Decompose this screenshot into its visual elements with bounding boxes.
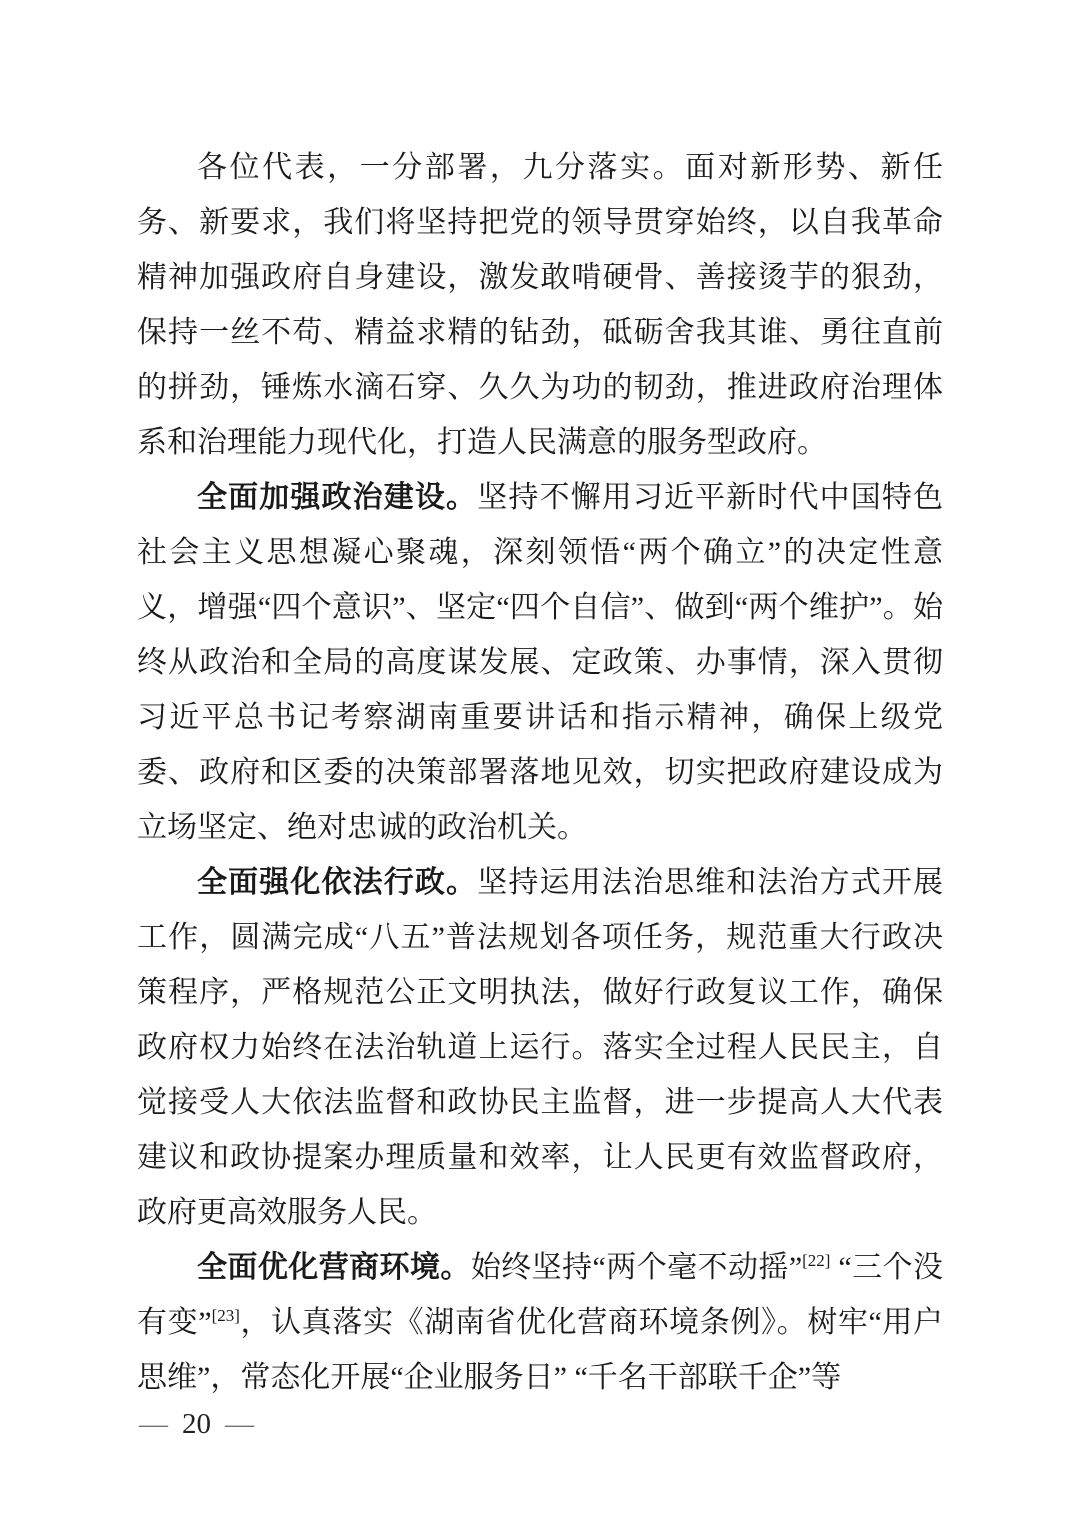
paragraph-text: 始终坚持“两个毫不动摇” <box>470 1251 803 1284</box>
paragraph-lead: 全面强化依法行政。 <box>197 866 478 899</box>
paragraph-lead: 全面优化营商环境。 <box>197 1251 471 1284</box>
footer-dash-left: — <box>139 1408 168 1440</box>
page-content <box>137 140 943 1405</box>
paragraph-political-building <box>137 470 943 855</box>
footer-dash-right: — <box>225 1408 254 1440</box>
paragraph-text: 坚持不懈用习近平新时代中国特色社会主义思想凝心聚魂，深刻领悟“两个确立”的决定性意义，增强“四个意识”、坚定“四个自信”、做到“两个维护”。始终从政治和全局的高度谋发展、定政策、办事情，深入贯彻习近平总书记考察湖南重要讲话和指示精神，确保上级党委、政府和区委的决策部署落地见效，切实把政府建设成为立场坚定、绝对忠诚的政治机关。 <box>137 481 944 844</box>
footnote-ref-22: [22] <box>802 1251 831 1270</box>
paragraph-business-environment <box>137 1240 943 1405</box>
paragraph-text: ，认真落实《湖南省优化营商环境条例》。树牢“用户思维”，常态化开展“企业服务日” “千名干部联千企”等 <box>137 1306 943 1394</box>
paragraph-text: 坚持运用法治思维和法治方式开展工作，圆满完成“八五”普法规划各项任务，规范重大行政决策程序，严格规范公正文明执法，做好行政复议工作，确保政府权力始终在法治轨道上运行。落实全过程人民民主，自觉接受人大依法监督和政协民主监督，进一步提高人大代表建议和政协提案办理质量和效率，让人民更有效监督政府，政府更高效服务人民。 <box>137 866 944 1229</box>
page-number: 20 <box>182 1408 211 1440</box>
paragraph-text: 各位代表，一分部署，九分落实。面对新形势、新任务、新要求，我们将坚持把党的领导贯穿始终，以自我革命精神加强政府自身建设，激发敢啃硬骨、善接烫芋的狠劲，保持一丝不苟、精益求精的钻劲，砥砺舍我其谁、勇往直前的拼劲，锤炼水滴石穿、久久为功的韧劲，推进政府治理体系和治理能力现代化，打造人民满意的服务型政府。 <box>137 151 943 459</box>
paragraph-text: “三个没有变” <box>137 1251 943 1339</box>
footnote-ref-23: [23] <box>211 1306 240 1325</box>
paragraph-intro <box>137 140 943 470</box>
paragraph-law-based-administration <box>137 855 943 1240</box>
paragraph-lead: 全面加强政治建设。 <box>197 481 478 514</box>
page-footer <box>139 1404 254 1444</box>
